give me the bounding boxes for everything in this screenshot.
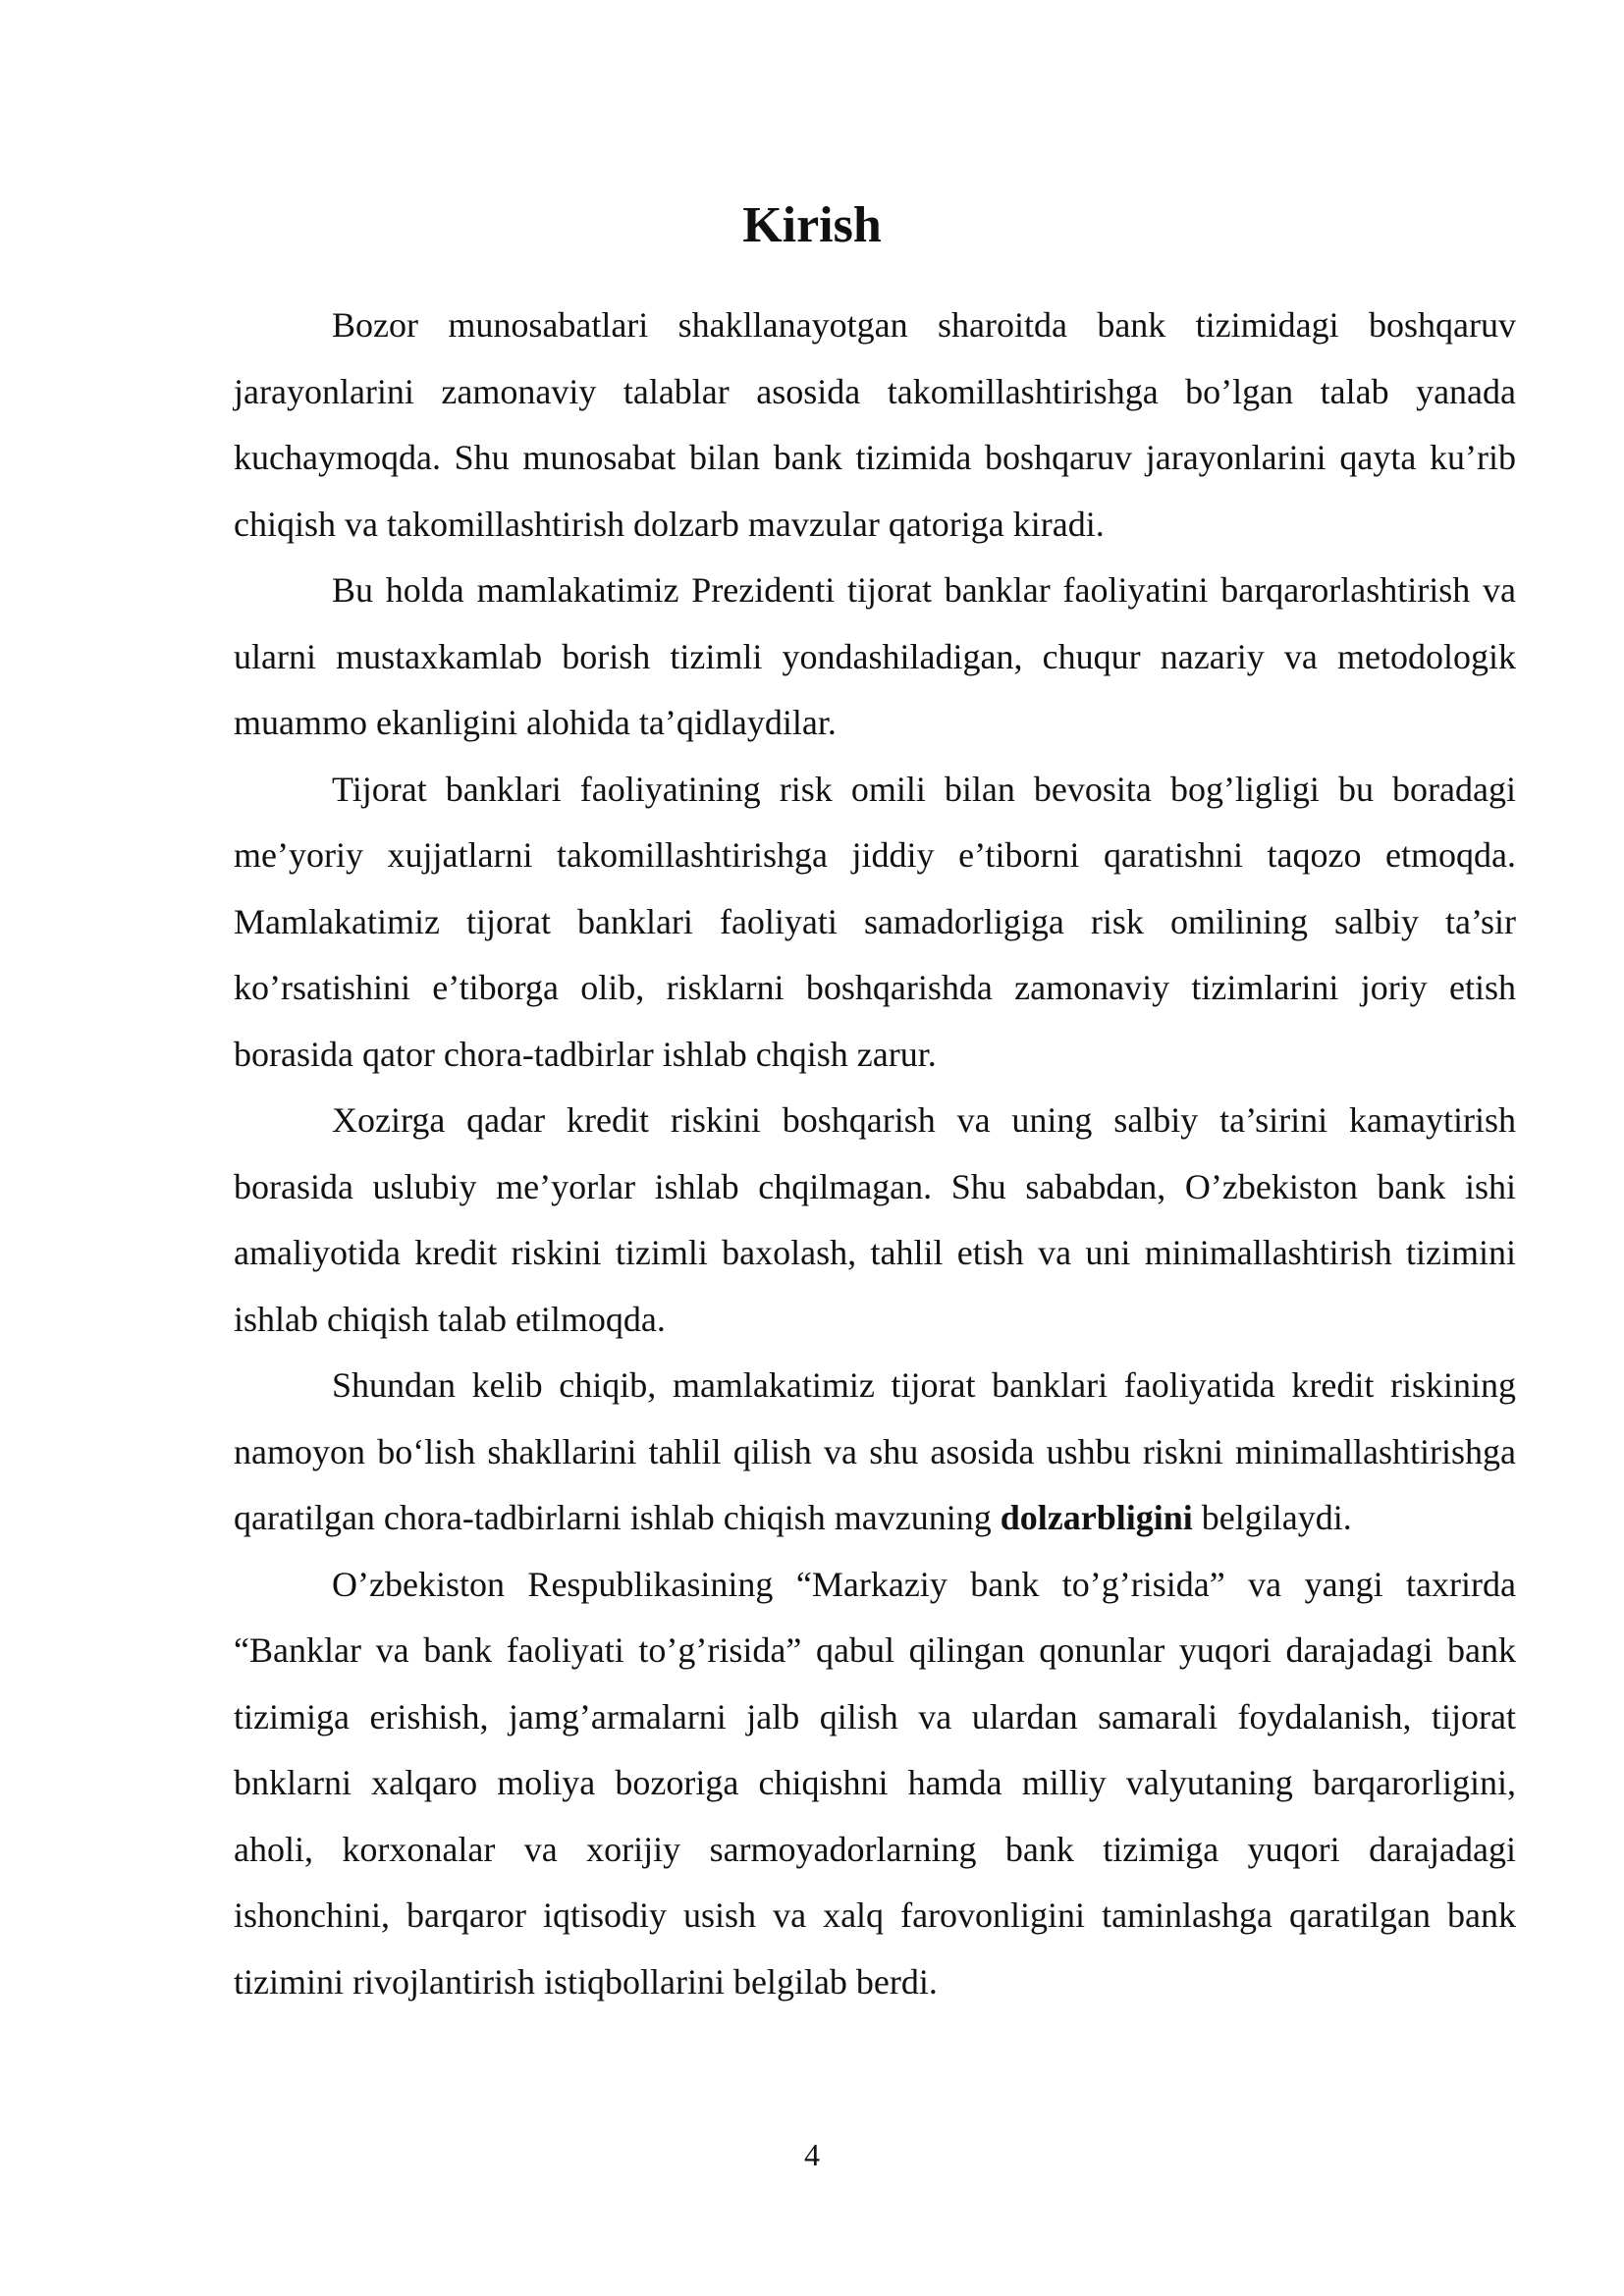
- page-title: Kirish: [742, 197, 882, 253]
- paragraph-5: [234, 1353, 1516, 1552]
- paragraph-5-bold-term: dolzarbligini: [1000, 1498, 1193, 1537]
- paragraph-5-text-before: Shundan kelib chiqib, mamlakatimiz tijorat banklari faoliyatida kredit riskining namoyon bo‘lish shakllarini tahlil qilish va shu asosida ushbu riskni minimallashtirishga qaratilgan chora-tadbirlarni ishlab chiqish mavzuning: [234, 1365, 1516, 1537]
- paragraph-3: Tijorat banklari faoliyatining risk omili bilan bevosita bog’ligligi bu boradagi me’yoriy xujjatlarni takomillashtirishga jiddiy e’tiborni qaratishni taqozo etmoqda. Mamlakatimiz tijorat banklari faoliyati samadorligiga risk omilining salbiy ta’sir ko’rsatishini e’tiborga olib, risklarni boshqarishda zamonaviy tizimlarini joriy etish borasida qator chora-tadbirlar ishlab chqish zarur.: [234, 769, 1516, 1074]
- paragraph-5-text-after: belgilaydi.: [1192, 1498, 1352, 1537]
- page-number: 4: [804, 2137, 820, 2172]
- paragraph-2: Bu holda mamlakatimiz Prezidenti tijorat banklar faoliyatini barqarorlashtirish va ularni mustaxkamlab borish tizimli yondashiladigan, chuqur nazariy va metodologik muammo ekanligini alohida ta’qidlaydilar.: [234, 570, 1516, 742]
- paragraph-4: Xozirga qadar kredit riskini boshqarish va uning salbiy ta’sirini kamaytirish borasida uslubiy me’yorlar ishlab chqilmagan. Shu sababdan, O’zbekiston bank ishi amaliyotida kredit riskini tizimli baxolash, tahlil etish va uni minimallashtirish tizimini ishlab chiqish talab etilmoqda.: [234, 1100, 1516, 1339]
- paragraph-1: Bozor munosabatlari shakllanayotgan sharoitda bank tizimidagi boshqaruv jarayonlarini zamonaviy talablar asosida takomillashtirishga bo’lgan talab yanada kuchaymoqda. Shu munosabat bilan bank tizimida boshqaruv jarayonlarini qayta ku’rib chiqish va takomillashtirish dolzarb mavzular qatoriga kiradi.: [234, 305, 1516, 544]
- paragraph-6: O’zbekiston Respublikasining “Markaziy bank to’g’risida” va yangi taxrirda “Banklar va bank faoliyati to’g’risida” qabul qilingan qonunlar yuqori darajadagi bank tizimiga erishish, jamg’armalarni jalb qilish va ulardan samarali foydalanish, tijorat bnklarni xalqaro moliya bozoriga chiqishni hamda milliy valyutaning barqarorligini, aholi, korxonalar va xorijiy sarmoyadorlarning bank tizimiga yuqori darajadagi ishonchini, barqaror iqtisodiy usish va xalq farovonligini taminlashga qaratilgan bank tizimini rivojlantirish istiqbollarini belgilab berdi.: [234, 1564, 1516, 2002]
- body-text: [234, 293, 1516, 2015]
